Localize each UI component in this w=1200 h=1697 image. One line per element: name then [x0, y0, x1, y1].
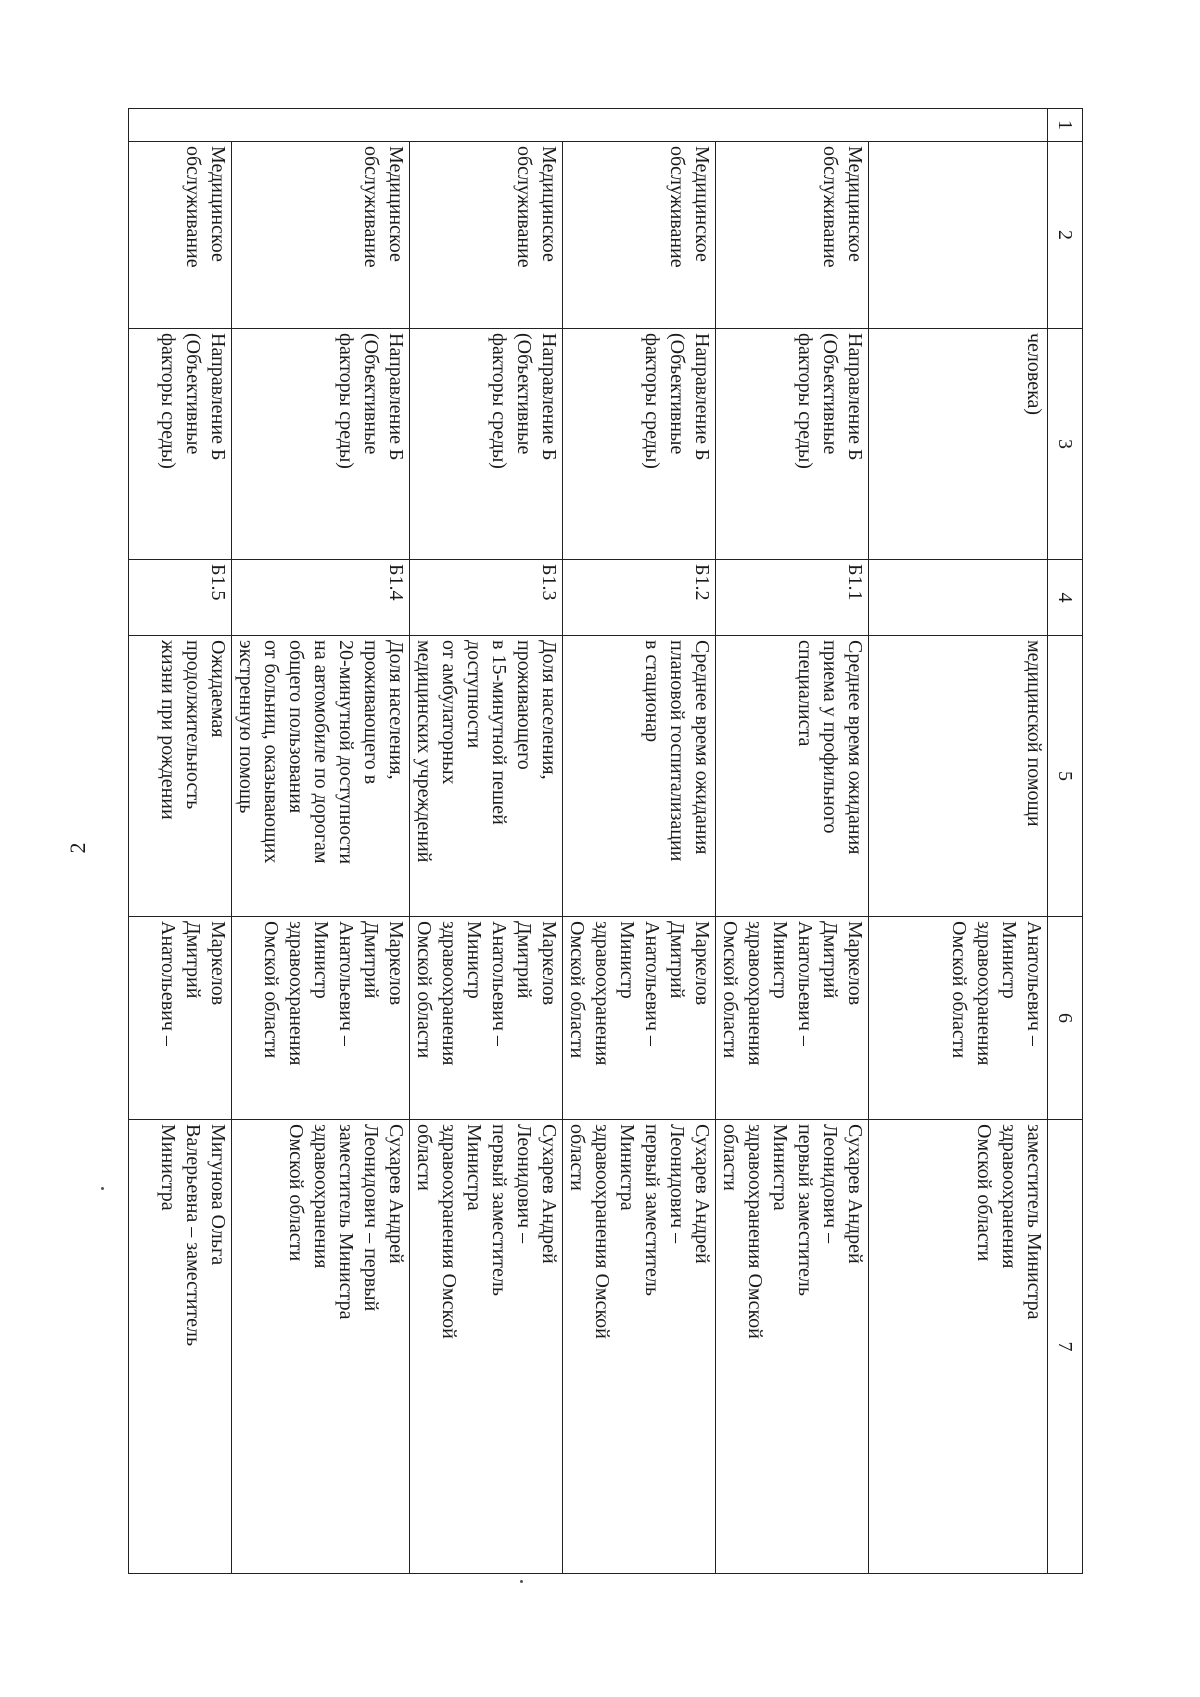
table-row	[232, 109, 410, 1574]
indicator-cell: Среднее время ожидания плановой госпитализации в стационар	[563, 636, 716, 917]
code-cell: Б1.4	[232, 560, 410, 636]
header-cell: 1	[1048, 109, 1083, 142]
indicator-cell: Среднее время ожидания приема у профильного специалиста	[716, 636, 869, 917]
header-cell: 7	[1048, 1120, 1083, 1574]
header-cell: 3	[1048, 329, 1083, 560]
indicator-cell: Доля населения, проживающего в 20-минутной доступности на автомобиле по дорогам общего пользования от больниц, оказывающих экстренную помощь	[232, 636, 410, 917]
deputy-cell: Сухарев Андрей Леонидович – первый заместитель Министра здравоохранения Омской области	[410, 1120, 563, 1574]
header-cell: 4	[1048, 560, 1083, 636]
indicator-cell: Доля населения, проживающего в 15-минутной пешей доступности от амбулаторных медицинских учреждений	[410, 636, 563, 917]
code-cell: Б1.1	[716, 560, 869, 636]
code-cell	[869, 560, 1048, 636]
code-cell: Б1.2	[563, 560, 716, 636]
direction-cell: Направление Б (Объективные факторы среды)	[716, 329, 869, 560]
responsible-cell: Анатольевич – Министр здравоохранения Омской области	[869, 917, 1048, 1120]
code-cell: Б1.3	[410, 560, 563, 636]
direction-cell: человека)	[869, 329, 1048, 560]
category-cell: Медицинское обслуживание	[129, 142, 232, 329]
header-row	[1048, 109, 1083, 1574]
header-cell: 6	[1048, 917, 1083, 1120]
header-cell: 2	[1048, 142, 1083, 329]
category-cell: Медицинское обслуживание	[410, 142, 563, 329]
page-number: 2	[65, 842, 90, 854]
deputy-cell: Сухарев Андрей Леонидович – первый заместитель Министра здравоохранения Омской области	[563, 1120, 716, 1574]
indicator-cell: медицинской помощи	[869, 636, 1048, 917]
responsible-cell: Маркелов Дмитрий Анатольевич – Министр здравоохранения Омской области	[410, 917, 563, 1120]
deputy-cell: заместитель Министра здравоохранения Омской области	[869, 1120, 1048, 1574]
table-row	[563, 109, 716, 1574]
scan-speck	[101, 1187, 104, 1190]
table-row	[716, 109, 869, 1574]
scan-speck	[520, 1580, 523, 1583]
responsible-cell: Маркелов Дмитрий Анатольевич –	[129, 917, 232, 1120]
category-cell: Медицинское обслуживание	[716, 142, 869, 329]
responsible-cell: Маркелов Дмитрий Анатольевич – Министр здравоохранения Омской области	[716, 917, 869, 1120]
direction-cell: Направление Б (Объективные факторы среды)	[410, 329, 563, 560]
code-cell: Б1.5	[129, 560, 232, 636]
direction-cell: Направление Б (Объективные факторы среды)	[563, 329, 716, 560]
responsible-cell: Маркелов Дмитрий Анатольевич – Министр здравоохранения Омской области	[563, 917, 716, 1120]
deputy-cell: Сухарев Андрей Леонидович – первый заместитель Министра здравоохранения Омской области	[232, 1120, 410, 1574]
category-cell: Медицинское обслуживание	[232, 142, 410, 329]
header-cell: 5	[1048, 636, 1083, 917]
rotated-table-container	[157, 108, 1083, 1573]
category-cell: Медицинское обслуживание	[563, 142, 716, 329]
table-row	[410, 109, 563, 1574]
deputy-cell: Сухарев Андрей Леонидович – первый заместитель Министра здравоохранения Омской области	[716, 1120, 869, 1574]
responsible-cell: Маркелов Дмитрий Анатольевич – Министр здравоохранения Омской области	[232, 917, 410, 1120]
number-cell	[129, 109, 1048, 142]
direction-cell: Направление Б (Объективные факторы среды)	[232, 329, 410, 560]
data-table	[128, 108, 1083, 1574]
direction-cell: Направление Б (Объективные факторы среды)	[129, 329, 232, 560]
table-row	[869, 109, 1048, 1574]
indicator-cell: Ожидаемая продолжительность жизни при рождении	[129, 636, 232, 917]
deputy-cell: Мигунова Ольга Валерьевна – заместитель Министра	[129, 1120, 232, 1574]
category-cell	[869, 142, 1048, 329]
table-row	[129, 109, 232, 1574]
